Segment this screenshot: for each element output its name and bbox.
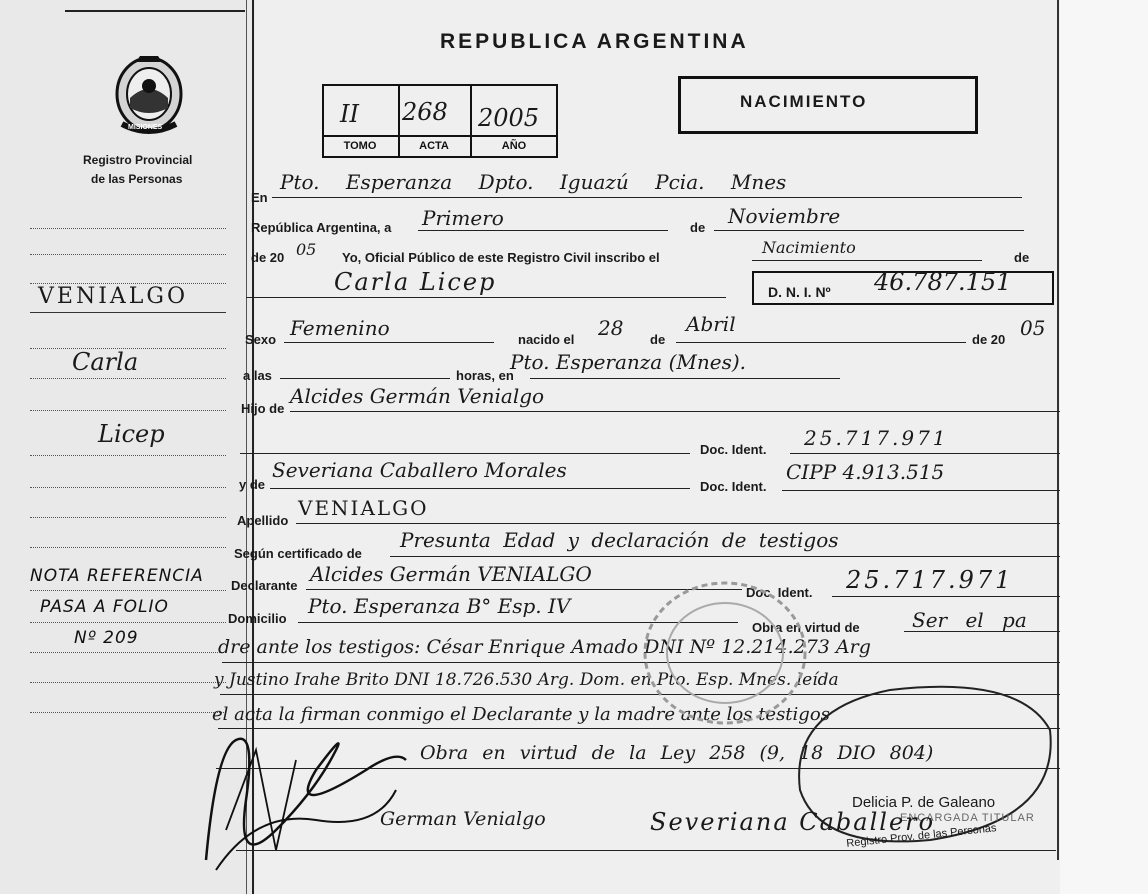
father-doc-underline [790, 453, 1060, 454]
mother-underline [270, 488, 690, 489]
day-underline [418, 230, 668, 231]
sexo-label: Sexo [245, 332, 277, 347]
official-title: ENCARGADA TITULAR [900, 812, 1035, 824]
ano-label: AÑO [501, 140, 527, 152]
official-name: Delicia P. de Galeano [852, 794, 996, 811]
year-prefix-label: de 20 [251, 250, 285, 265]
mother-doc-underline [782, 490, 1060, 491]
obra-label: Obra en virtud de [752, 620, 860, 635]
month-underline [714, 230, 1024, 231]
given-name-handwritten: Carla [72, 348, 139, 376]
declarante-label: Declarante [231, 578, 298, 593]
a-las-underline [280, 378, 450, 379]
left-rule [30, 590, 226, 591]
declarante-doc: 25.717.971 [846, 566, 1014, 594]
day-value: Primero [422, 206, 504, 230]
obra-value: Ser el pa [912, 608, 1027, 632]
a-las-label: a las [243, 368, 272, 383]
birth-month: Abril [686, 312, 736, 336]
registry-line-1: Registro Provincial [83, 153, 193, 167]
birth-place: Pto. Esperanza (Mnes). [510, 350, 747, 374]
nacido-label: nacido el [518, 332, 575, 347]
second-name-handwritten: Licep [98, 420, 165, 448]
mother-value: Severiana Caballero Morales [272, 458, 567, 482]
note-folio-number: Nº 209 [74, 628, 139, 648]
official-registry: Registro Prov. de las Personas [845, 822, 998, 850]
left-rule [30, 410, 226, 411]
name-underline [246, 297, 726, 298]
note-referencia: NOTA REFERENCIA [30, 566, 204, 586]
horas-label: horas, en [456, 368, 514, 383]
republica-label: República Argentina, a [251, 220, 392, 235]
de-label-3: de [650, 332, 666, 347]
signature-declarante: German Venialgo [380, 808, 546, 830]
birth-month-underline [676, 342, 966, 343]
bottom-rule [236, 850, 1056, 851]
doc-ident-label-2: Doc. Ident. [700, 479, 767, 494]
certificado-underline [390, 556, 1060, 557]
apellido-label: Apellido [237, 513, 289, 528]
year-suffix-value: 05 [296, 240, 317, 259]
hijo-label: Hijo de [241, 401, 285, 416]
acta-label: ACTA [419, 140, 449, 152]
left-rule [30, 652, 226, 653]
dni-value: 46.787.151 [874, 268, 1012, 296]
left-rule [30, 378, 226, 379]
father-line-2 [240, 453, 690, 454]
name-value: Carla Licep [334, 268, 497, 296]
text-line-1: dre ante los testigos: César Enrique Amado DNI Nº 12.214.273 Arg [218, 636, 871, 658]
en-value: Pto. Esperanza Dpto. Iguazú Pcia. Mnes [280, 170, 787, 194]
top-rule-left [65, 10, 245, 12]
sexo-underline [284, 342, 494, 343]
page-background-right [1060, 0, 1148, 894]
oficial-label: Yo, Oficial Público de este Registro Civil inscribo el [342, 250, 660, 265]
declarante-doc-underline [832, 596, 1060, 597]
seal-label: MISIONES [128, 124, 163, 131]
left-rule [30, 254, 226, 255]
father-underline [290, 411, 1060, 412]
domicilio-label: Domicilio [228, 611, 287, 626]
page-title: REPUBLICA ARGENTINA [440, 30, 749, 53]
surname-handwritten: VENIALGO [38, 284, 188, 309]
month-value: Noviembre [728, 204, 841, 228]
tomo-label: TOMO [343, 140, 377, 152]
left-rule [30, 622, 226, 623]
birth-place-underline [530, 378, 840, 379]
inscribo-underline [752, 260, 982, 261]
sexo-value: Femenino [290, 316, 390, 340]
left-rule [30, 682, 226, 683]
left-rule [30, 455, 226, 456]
acta-value: 268 [402, 98, 448, 126]
father-doc: 25.717.971 [804, 426, 949, 450]
left-rule [30, 547, 226, 548]
de-label: de [690, 220, 706, 235]
father-value: Alcides Germán Venialgo [290, 384, 545, 408]
dni-label: D. N. I. Nº [768, 284, 831, 300]
apellido-underline [296, 523, 1060, 524]
y-de-label: y de [239, 477, 266, 492]
tomo-value: II [340, 100, 359, 128]
certificado-value: Presunta Edad y declaración de testigos [400, 528, 839, 552]
en-underline [272, 197, 1022, 198]
birth-day: 28 [598, 316, 624, 340]
birth-year: 05 [1020, 316, 1046, 340]
domicilio-value: Pto. Esperanza B° Esp. IV [308, 594, 571, 618]
doc-ident-label-3: Doc. Ident. [746, 585, 813, 600]
declarante-value: Alcides Germán VENIALGO [310, 562, 592, 586]
certificado-label: Según certificado de [234, 546, 362, 561]
apellido-value: VENIALGO [298, 496, 429, 520]
signature-scribble-icon [196, 710, 416, 880]
text-line-2: y Justino Irahe Brito DNI 18.726.530 Arg. Dom. en Pto. Esp. Mnes. leída [214, 670, 839, 690]
registry-line-2: de las Personas [91, 172, 183, 186]
text-line-3: el acta la firman conmigo el Declarante y la madre ante los testigos [212, 704, 830, 725]
left-rule [30, 487, 226, 488]
note-pasa-folio: PASA A FOLIO [40, 597, 169, 617]
ano-value: 2005 [478, 104, 540, 132]
left-rule [30, 228, 226, 229]
inscribo-value: Nacimiento [762, 238, 856, 257]
de-label-2: de [1014, 250, 1030, 265]
box-divider [322, 135, 556, 137]
doc-ident-label: Doc. Ident. [700, 442, 767, 457]
mother-doc: CIPP 4.913.515 [786, 460, 945, 484]
de20-label: de 20 [972, 332, 1006, 347]
left-rule [30, 312, 226, 313]
en-label: En [251, 190, 268, 205]
document-type: NACIMIENTO [740, 92, 868, 111]
text-line-4: Obra en virtud de la Ley 258 (9, 18 DIO 804) [420, 742, 934, 764]
left-rule [30, 517, 226, 518]
signature-madre: Severiana Caballero [650, 808, 936, 836]
